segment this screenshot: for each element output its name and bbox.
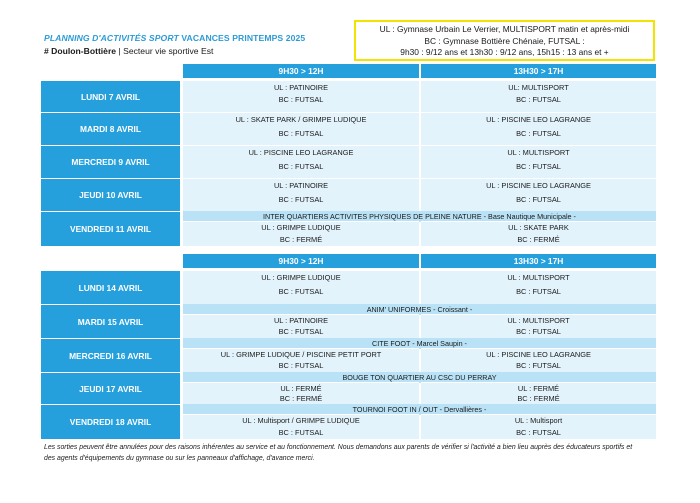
day-label: MARDI 15 AVRIL (41, 304, 180, 338)
morning-cell: UL : GRIMPE LUDIQUE BC : FUTSAL (183, 270, 419, 304)
column-header-afternoon: 13H30 > 17H (421, 254, 656, 268)
day-label: LUNDI 7 AVRIL (41, 80, 180, 112)
column-header-afternoon: 13H30 > 17H (421, 64, 656, 78)
morning-cell: UL : SKATE PARK / GRIMPE LUDIQUE BC : FUTSAL (183, 112, 419, 145)
morning-cell: UL : GRIMPE LUDIQUE BC : FERMÉ (183, 221, 419, 246)
event-banner: ANIM' UNIFORMES - Croissant - (183, 304, 656, 315)
day-label: MERCREDI 9 AVRIL (41, 145, 180, 178)
day-label: VENDREDI 11 AVRIL (41, 211, 180, 246)
morning-cell: UL : GRIMPE LUDIQUE / PISCINE PETIT PORT BC : FUTSAL (183, 348, 419, 372)
page-title: PLANNING D'ACTIVITÉS SPORT VACANCES PRINTEMPS 2025 (44, 33, 306, 43)
info-line: BC : Gymnase Bottière Chénaie, FUTSAL : (424, 35, 585, 46)
afternoon-cell: UL : PISCINE LEO LAGRANGE BC : FUTSAL (421, 112, 656, 145)
morning-cell: UL : PATINOIRE BC : FUTSAL (183, 314, 419, 338)
event-banner: INTER QUARTIERS ACTIVITES PHYSIQUES DE PLEINE NATURE - Base Nautique Municipale - (183, 211, 656, 222)
afternoon-cell: UL : SKATE PARK BC : FERMÉ (421, 221, 656, 246)
afternoon-cell: UL : MULTISPORT BC : FUTSAL (421, 314, 656, 338)
day-label: JEUDI 17 AVRIL (41, 372, 180, 404)
afternoon-cell: UL: MULTISPORT BC : FUTSAL (421, 80, 656, 112)
footnote: Les sorties peuvent être annulées pour des raisons inhérentes au service et au fonctionnement. Nous demandons aux parents de vérifier si l'activité a bien lieu auprès des éducateurs sportifs et des agents d'équipements du gymnase ou sur les panneaux d'affichage, d'avance merci. (44, 444, 633, 462)
afternoon-cell: UL : FERMÉ BC : FERMÉ (421, 382, 656, 404)
morning-cell: UL : PISCINE LEO LAGRANGE BC : FUTSAL (183, 145, 419, 178)
afternoon-cell: UL : PISCINE LEO LAGRANGE BC : FUTSAL (421, 348, 656, 372)
afternoon-cell: UL : PISCINE LEO LAGRANGE BC : FUTSAL (421, 178, 656, 211)
morning-cell: UL : FERMÉ BC : FERMÉ (183, 382, 419, 404)
morning-cell: UL : PATINOIRE BC : FUTSAL (183, 80, 419, 112)
day-label: LUNDI 14 AVRIL (41, 270, 180, 304)
day-label: VENDREDI 18 AVRIL (41, 404, 180, 439)
info-line: 9h30 : 9/12 ans et 13h30 : 9/12 ans, 15h15 : 13 ans et + (400, 47, 609, 58)
info-line: UL : Gymnase Urbain Le Verrier, MULTISPORT matin et après-midi (379, 24, 630, 34)
morning-cell: UL : Multisport / GRIMPE LUDIQUE BC : FUTSAL (183, 414, 419, 439)
day-label: JEUDI 10 AVRIL (41, 178, 180, 211)
week-2-table (41, 254, 656, 439)
morning-cell: UL : PATINOIRE BC : FUTSAL (183, 178, 419, 211)
day-label: MERCREDI 16 AVRIL (41, 338, 180, 372)
event-banner: TOURNOI FOOT IN / OUT - Dervallières - (183, 404, 656, 415)
afternoon-cell: UL : MULTISPORT BC : FUTSAL (421, 145, 656, 178)
day-label: MARDI 8 AVRIL (41, 112, 180, 145)
column-header-morning: 9H30 > 12H (183, 64, 419, 78)
page-subtitle: # Doulon-Bottière | Secteur vie sportive Est (44, 46, 214, 56)
week-1-table (41, 64, 656, 246)
event-banner: BOUGE TON QUARTIER AU CSC DU PERRAY (183, 372, 656, 383)
afternoon-cell: UL : MULTISPORT BC : FUTSAL (421, 270, 656, 304)
afternoon-cell: UL : Multisport BC : FUTSAL (421, 414, 656, 439)
event-banner: CITE FOOT - Marcel Saupin - (183, 338, 656, 349)
column-header-morning: 9H30 > 12H (183, 254, 419, 268)
info-box (354, 20, 655, 61)
